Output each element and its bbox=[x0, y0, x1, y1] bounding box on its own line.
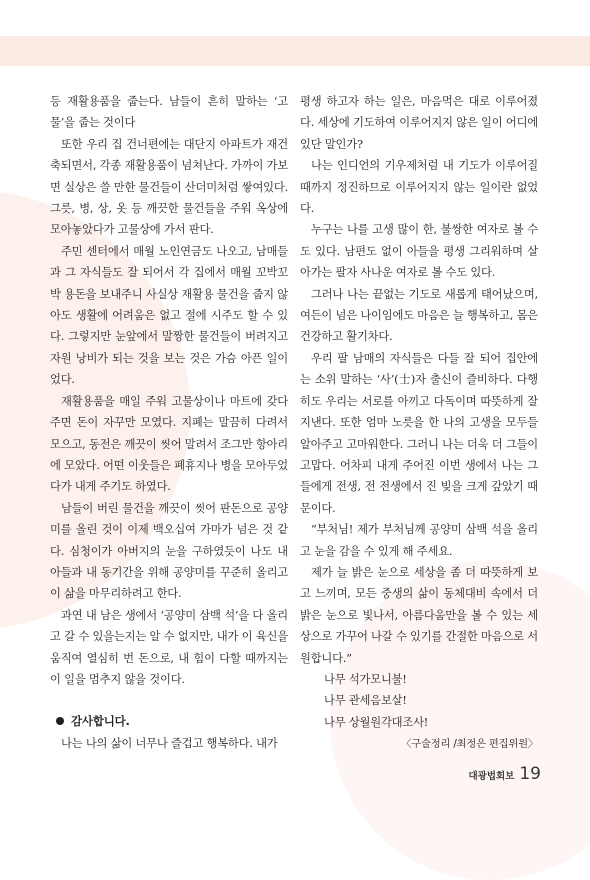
prayer-quote: 제가 늘 밝은 눈으로 세상을 좀 더 따뜻하게 보고 느끼며, 모든 중생의 삶이 동체대비 속에서 더 밝은 눈으로 빛나서, 아름다움만을 볼 수 있는 세상으로 가꾸어 나갈 수 있기를 간절한 마음으로 서원합니다.” bbox=[300, 565, 538, 665]
prayer-line: 나무 석가모니불! bbox=[324, 672, 407, 686]
credit-line: 〈구술정리 /최정은 편집위원〉 bbox=[401, 738, 538, 751]
bullet-icon bbox=[56, 717, 64, 725]
paragraph: 등 재활용품을 줍는다. 남들이 흔히 말하는 ‘고물’을 줍는 것이다 bbox=[50, 95, 288, 130]
page-number: 19 bbox=[519, 764, 541, 784]
paragraph: 평생 하고자 하는 일은, 마음먹은 대로 이루어졌다. 세상에 기도하여 이루어지지 않은 일이 어디에 있단 말인가? bbox=[300, 95, 538, 151]
prayer-line: 나무 상월원각대조사! bbox=[324, 715, 429, 729]
paragraph: 누구는 나를 고생 많이 한, 불쌍한 여자로 볼 수도 있다. 남편도 없이 아들을 평생 그리워하며 살아가는 팔자 사나운 여자로 볼 수도 있다. bbox=[300, 223, 538, 280]
paragraph: 남들이 버린 물건을 깨끗이 씻어 판돈으로 공양미를 올린 것이 이제 백오십여 가마가 넘은 것 같다. 심청이가 아버지의 눈을 구하였듯이 나도 내 아들과 내 동기간을 위해 공양미를 꾸준히 올리고 이 삶을 마무리하려고 한다. bbox=[50, 501, 288, 601]
paragraph: 과연 내 남은 생에서 ‘공양미 삼백 석’을 다 올리고 갈 수 있을는지는 알 수 없지만, 내가 이 육신을 움직여 열심히 번 돈으로, 내 힘이 다할 때까지는 이 일을 멈추지 않을 것이다. bbox=[50, 608, 288, 686]
paragraph: 주민 센터에서 매월 노인연금도 나오고, 남매들과 그 자식들도 잘 되어서 각 집에서 매월 꼬박꼬박 용돈을 보내주니 사실상 재활용 물건을 줍지 않아도 생활에 어려움은 없고 절에 시주도 할 수 있다. 그렇지만 눈앞에서 말짱한 물건들이 버려지고 자원 낭비가 되는 것을 보는 것은 가슴 아픈 일이었다. bbox=[50, 244, 288, 387]
left-column bbox=[50, 91, 288, 754]
paragraph: 나는 인디언의 기우제처럼 내 기도가 이루어질 때까지 정진하므로 이루어지지 않는 일이란 없었다. bbox=[300, 159, 538, 216]
section-heading bbox=[50, 711, 288, 732]
paragraph: 그러나 나는 끝없는 기도로 새롭게 태어났으며, 여든이 넘은 나이임에도 마음은 늘 행복하고, 몸은 건강하고 활기차다. bbox=[300, 287, 538, 344]
prayer-quote: “부처님! 제가 부처님께 공양미 삼백 석을 올리고 눈을 감을 수 있게 해 주세요. bbox=[300, 523, 538, 558]
section-heading-text: 감사합니다. bbox=[71, 714, 130, 729]
prayer-line: 나무 관세음보살! bbox=[324, 694, 407, 708]
page-footer bbox=[468, 764, 541, 784]
paragraph: 또한 우리 집 건너편에는 대단지 아파트가 재건축되면서, 각종 재활용품이 넘쳐난다. 가까이 가보면 실상은 쓸 만한 물건들이 산더미처럼 쌓여있다. 그릇, 병, 상, 옷 등 깨끗한 물건들을 주워 옥상에 모아놓았다가 고물상에 가서 판다. bbox=[50, 137, 288, 237]
right-column bbox=[300, 91, 538, 756]
paragraph: 나는 나의 삶이 너무나 즐겁고 행복하다. 내가 bbox=[61, 736, 278, 750]
header-band bbox=[0, 36, 590, 66]
publication-name: 대광법회보 bbox=[468, 771, 515, 782]
paragraph: 우리 팔 남매의 자식들은 다들 잘 되어 집안에는 소위 말하는 ‘사’(士)자 출신이 즐비하다. 다행히도 우리는 서로를 아끼고 다독이며 따뜻하게 잘 지낸다. 또한 엄마 노릇을 한 나의 고생을 모두들 알아주고 고마워한다. 그러니 나는 더욱 더 그들이 고맙다. 어차피 내게 주어진 이번 생에서 나는 그들에게 전생, 전 전생에서 진 빚을 크게 갚았기 때문이다. bbox=[300, 351, 538, 515]
paragraph: 재활용품을 매일 주워 고물상이나 마트에 갖다 주면 돈이 자꾸만 모였다. 지폐는 말끔히 다려서 모으고, 동전은 깨끗이 씻어 말려서 조그만 항아리에 모았다. 어떤 이웃들은 폐휴지나 병을 모아두었다가 내게 주기도 하였다. bbox=[50, 394, 288, 494]
